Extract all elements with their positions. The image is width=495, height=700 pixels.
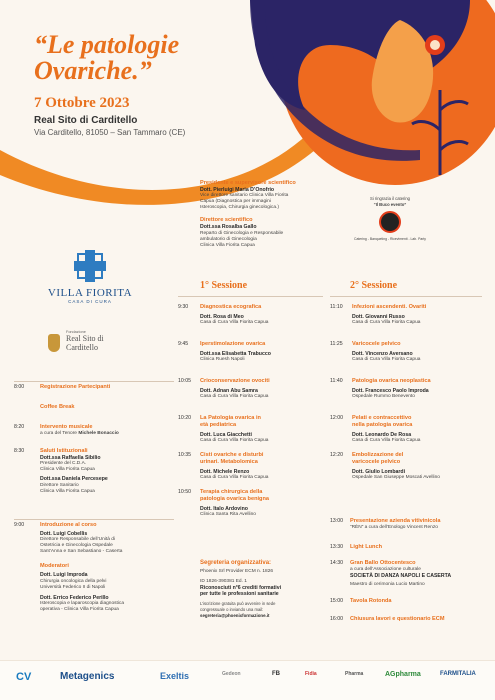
sponsor-logo: Metagenics (60, 671, 115, 682)
talk-title: Diagnostica ecografica (200, 304, 262, 310)
cross-logo-icon (74, 250, 106, 282)
session-item (330, 415, 490, 452)
sponsor-logo: Exeltis (160, 671, 190, 681)
program-row: 16:00 Chiusura lavori e questionario ECM (330, 616, 445, 622)
talk-title: Varicocele pelvico (352, 341, 401, 347)
session-time: 12:00 (330, 415, 343, 421)
talk-title: Patologia ovarica neoplastica (352, 378, 431, 384)
session-item (330, 341, 490, 378)
speaker-name: Dott. Luca Giacchetti (200, 432, 252, 438)
talk-title: Pelati e contraccettivo (352, 415, 412, 421)
speaker-affiliation: Clinica Ruesh Napoli (200, 357, 245, 363)
sponsor-logo: FARMITALIA (440, 671, 476, 677)
real-sito-logo: Fondazione Real Sito di Carditello (48, 330, 148, 352)
speaker-affiliation: Ospedale Rummo Benevento (352, 394, 415, 400)
program-row: 8:20 Intervento musicale a cura del Tenore Michele Bonaccio (14, 424, 119, 436)
presidente-heading: Presidente e supervisore scientifico (200, 180, 296, 186)
session-item (178, 378, 328, 415)
session1-list (178, 304, 328, 526)
program-row: 15:00 Tavola Rotonda (330, 598, 392, 604)
speaker-affiliation: Casa di Cura Villa Fiorita Capua (352, 320, 421, 326)
talk-title-cont: patologia ovarica benigna (200, 496, 270, 502)
catering-block: Si ringrazia il catering “Il Buco evento” Catering - Banqueting - Ricevimenti - Lab. Party (354, 196, 426, 241)
speaker-name: Dott. Rosa di Meo (200, 314, 244, 320)
talk-title: Cisti ovariche e disturbi (200, 452, 264, 458)
session-item (178, 452, 328, 489)
segreteria-block: Segreteria organizzativa: Phoenix Srl Provider ECM n. 1826 ID 1826-390381 Ed. 1 Riconosciuti n°6 crediti formativi per tutte le professioni sanitarie L’iscrizione gratuita può avvenire in sede congressuale o inviando una mail: segreteria@phoenixformazione.it (200, 560, 330, 619)
presidente-name: Dott. Pierluigi Maria D’Onofrio (200, 187, 275, 193)
session1-label: 1° Sessione (200, 280, 248, 291)
speaker-name: Dott. Francesco Paolo Improda (352, 388, 429, 394)
session-item (330, 378, 490, 415)
session-time: 12:20 (330, 452, 343, 458)
direttore-name: Dott.ssa Rosalba Gallo (200, 224, 257, 231)
sponsor-logo: Pharma (345, 671, 364, 677)
speaker-name: Dott. Adnan Abu Samra (200, 388, 258, 394)
talk-title-cont: età pediatrica (200, 422, 237, 428)
speaker-name: Dott. Giulio Lombardi (352, 469, 406, 475)
session-time: 10:20 (178, 415, 191, 421)
session-item (178, 341, 328, 378)
intro-block: 9:00 Introduzione al corso Dott. Luigi Cobellis Direttore Responsabile dell’Unità di Ostetricia e Ginecologia Ospedale Sant’Anna e San Sebastiano - Caserta Moderatori Dott. Luigi Improda Chirurgia oncologica della pelvi Università Federico II di Napoli Dott. Errico Federico Perillo Isteroscopia e laparoscopia diagnostica operativa - Clinica Villa Fiorita Capua (14, 522, 124, 613)
session-time: 11:25 (330, 341, 343, 347)
presidente-block: Presidente e supervisore scientifico Dott. Pierluigi Maria D’Onofrio Vice direttore sanitario Clinica Villa Fiorita Capua (Diagnostica per immagini Isteroscopia, Chirurgia ginecologica.) Direttore scientifico Dott.ssa Rosalba Gallo Reparto di Ginecologia e Responsabile ambulatorio di Ginecologia Clinica Villa Fiorita Capua (200, 180, 350, 249)
sponsor-bar (0, 660, 495, 700)
closing-list (330, 518, 490, 632)
speaker-name: Dott. Vincenzo Aversano (352, 351, 413, 357)
program-row: 13:00 Presentazione azienda vitivinicola “RÈN” a cura dell’Enologo Vincent Renzo (330, 518, 441, 530)
sponsor-logo: FB (272, 671, 280, 677)
talk-title-cont: urinari. Metabolomica (200, 459, 258, 465)
speaker-affiliation: Casa di Cura Villa Fiorita Capua (352, 438, 421, 444)
program-row: 13:30 Light Lunch (330, 544, 383, 550)
talk-title: Terapia chirurgica della (200, 489, 263, 495)
speaker-affiliation: Clinica Santa Rita Avellino (200, 512, 256, 518)
event-date: 7 Ottobre 2023 (34, 95, 130, 111)
speaker-affiliation: Casa di Cura Villa Fiorita Capua (200, 438, 269, 444)
talk-title: Infezioni ascendenti. Ovariti (352, 304, 427, 310)
program-row: 8:00 Registrazione Partecipanti (14, 384, 111, 390)
session-item (178, 489, 328, 526)
session-time: 10:50 (178, 489, 191, 495)
talk-title-cont: nella patologia ovarica (352, 422, 413, 428)
program-row: Coffee Break (40, 404, 75, 410)
event-address: Via Carditello, 81050 – San Tammaro (CE) (34, 128, 186, 137)
speaker-affiliation: Ospedale San Giuseppe Moscati Avellino (352, 475, 440, 481)
session-item (178, 415, 328, 452)
sponsor-logo: Fidia (305, 671, 317, 677)
direttore-heading: Direttore scientifico (200, 217, 253, 224)
talk-title: Crioconservazione ovociti (200, 378, 270, 384)
sponsor-logo: AGpharma (385, 671, 421, 678)
left-program (14, 384, 179, 495)
speaker-name: Dott. Giovanni Russo (352, 314, 405, 320)
event-title: “Le patologie Ovariche.” (34, 30, 180, 85)
session-item (178, 304, 328, 341)
talk-title: Embolizzazione del (352, 452, 404, 458)
speaker-affiliation: Casa di Cura Villa Fiorita Capua (200, 320, 269, 326)
speaker-affiliation: Casa di Cura Villa Fiorita Capua (200, 394, 269, 400)
session-time: 11:40 (330, 378, 343, 384)
talk-title: Iperstimolazione ovarica (200, 341, 266, 347)
session-time: 11:10 (330, 304, 343, 310)
speaker-name: Dott. Italo Ardovino (200, 506, 248, 512)
talk-title: La Patologia ovarica in (200, 415, 261, 421)
email-link[interactable]: segreteria@phoenixformazione.it (200, 612, 270, 618)
speaker-name: Dott. Leonardo De Rosa (352, 432, 412, 438)
villa-fiorita-logo: VILLA FIORITA CASA DI CURA (40, 250, 140, 304)
crest-icon (48, 334, 60, 352)
session-time: 9:30 (178, 304, 189, 310)
session2-list (330, 304, 490, 489)
speaker-affiliation: Casa di Cura Villa Fiorita Capua (200, 475, 269, 481)
session-time: 10:35 (178, 452, 191, 458)
program-row: 14:30 Gran Ballo Ottocentesco a cura dell’Associazione culturale SOCIETÀ DI DANZA NAPOLI E CASERTA Maestro di cerimonia Lucio Martino (330, 560, 452, 588)
program-row: 8:30 Saluti Istituzionali Dott.ssa Raffaella Sibilio Presidente del C.D.A. Clinica Villa Fiorita Capua Dott.ssa Daniela Percesepe Direttore Sanitario Clinica Villa Fiorita Capua (14, 448, 108, 494)
session-time: 9:45 (178, 341, 189, 347)
speaker-affiliation: Casa di Cura Villa Fiorita Capua (352, 357, 421, 363)
sponsor-logo: Gedeon (222, 671, 241, 677)
session-item (330, 304, 490, 341)
sponsor-logo: CV (16, 671, 32, 683)
speaker-name: Dott. Michele Renzo (200, 469, 250, 475)
event-venue: Real Sito di Carditello (34, 115, 138, 126)
session2-label: 2° Sessione (350, 280, 398, 291)
session-item (330, 452, 490, 489)
catering-logo-icon (379, 211, 401, 233)
session-time: 10:05 (178, 378, 191, 384)
talk-title-cont: varicocele pelvico (352, 459, 401, 465)
speaker-name: Dott.ssa Elisabetta Trabucco (200, 351, 271, 357)
